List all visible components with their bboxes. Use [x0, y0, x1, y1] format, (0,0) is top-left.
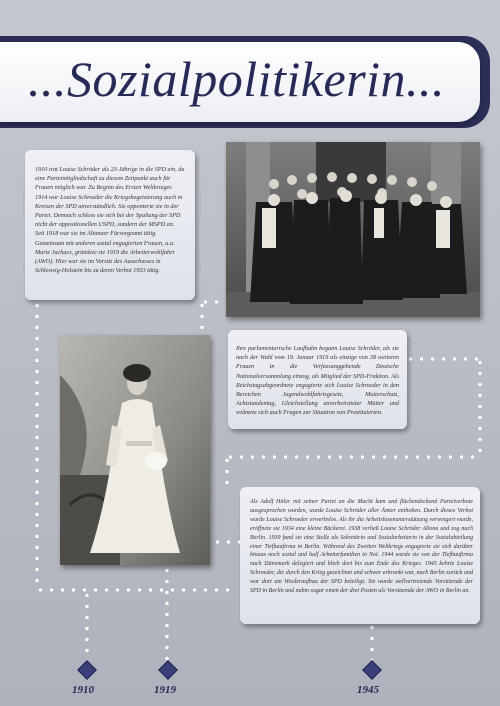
timeline-dots — [35, 300, 39, 590]
group-photo — [226, 142, 480, 317]
timeline-dots — [225, 455, 482, 459]
timeline-dots — [85, 590, 89, 660]
panel-text: Ihre parlamentarische Laufbahn begann Louise Schröder, als sie nach der Wahl vom 19. Januar 1919 als einzige von 38 weiteren Frauen in die Verfassunggebende Deutsche Nationalversammlung einzog, als Mitglied der SPD-Fraktion. Als Reichstagsabgeordnete engagierte sich Louise Schroeder in den Bereichen Jugendwohlfahrtsgesetz, Mutterschutz, Achtstundentag, Gleichstellung unverheirateter Mütter und widmete sich auch Fragen zur Situation von Prostituierten. — [236, 345, 399, 417]
page-title: ...Sozialpolitikerin... — [28, 51, 446, 107]
timeline-year-1919: 1919 — [154, 684, 176, 696]
panel-text: Als Adolf Hitler mit seiner Partei an die Macht kam und flächendeckend Parteiverbote ausgesprochen wurden, wurde Louise Schröder aller Ämter enthoben. Durch dieses Verbot wurde Louise Schroeder erwerbslos. Als ihr die Arbeitslosenunterstützung verweigert wurde, eröffnete sie 1934 eine kleine Bäckerei. 1938 verließ Louise Schröder Altona und zog nach Berlin. 1939 fand sie eine Stelle als Sekretärin und Sozialarbeiterin in der Sozialabteilung einer Tiefbaufirma in Berlin. Während des Zweiten Weltkriegs engagierte sie sich darüber hinaus noch sozial und half Arbeiterfamilien in Not. 1944 wurde sie von der Tiefbaufirma nach Dänemark delegiert und blieb dort bis zum Ende des Krieges. 1945 kehrte Louise Schroeder, die durch den Krieg gezeichnet und schwer erkrankt war, nach Berlin zurück und war dort am Wiederaufbau der SPD beteiligt. Sie wurde stellvertretende Vorsitzende der SPD in Berlin und nahm sogar einen der drei Posten als Vorsitzende der AWO in Berlin an. — [250, 499, 473, 595]
text-panel-1945 — [240, 487, 480, 624]
text-panel-1910 — [25, 150, 195, 300]
timeline-dots — [212, 540, 242, 544]
text-panel-1919 — [228, 330, 407, 429]
timeline-dots — [405, 357, 482, 361]
timeline-dots — [165, 565, 169, 660]
group-photo-image — [226, 142, 480, 317]
timeline-year-1945: 1945 — [357, 684, 379, 696]
portrait-photo-image — [60, 335, 210, 565]
timeline-dots — [370, 622, 374, 660]
timeline-dots — [200, 300, 204, 335]
timeline-year-1910: 1910 — [72, 684, 94, 696]
timeline-dots — [225, 455, 229, 485]
portrait-photo — [60, 335, 210, 565]
timeline-dots — [35, 588, 235, 592]
timeline-dots — [478, 357, 482, 457]
panel-text: 1910 trat Louise Schröder als 23-Jährige in die SPD ein, da eine Parteimitgliedschaft zu diesem Zeitpunkt auch für Frauen möglich war. Zu Beginn des Ersten Weltkrieges 1914 war Louise Schroeder die Kriegsbegeisterung auch in Kreisen der SPD unverständlich. Sie opponierte sie in der Partei. Dennoch schloss sie sich bei der Spaltung der SPD nicht der oppositionellen USPD, sondern der MSPD an. Seit 1918 war sie im Altonaer Fürsorgeamt tätig. Gemeinsam mit anderen sozial engagierten Frauen, u.a. Marie Juchacz, gründete sie 1919 die Arbeiterwohlfahrt (AWO). Hier war sie im Vorsitz des Ausschusses in Schleswig-Holstein bis zu deren Verbot 1933 tätig. — [35, 166, 185, 275]
